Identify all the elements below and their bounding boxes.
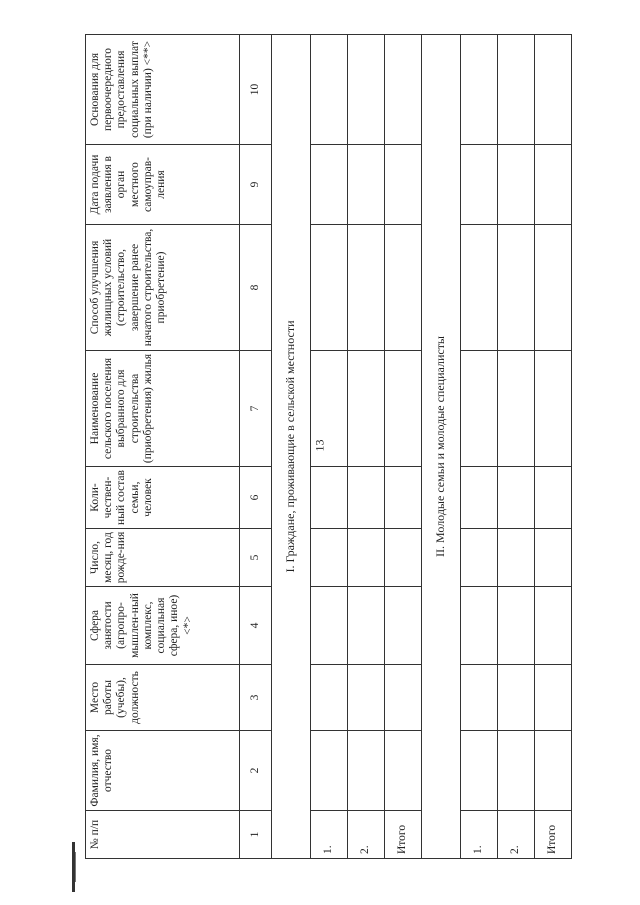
table-cell	[348, 665, 385, 731]
table-cell	[385, 587, 422, 665]
table-cell	[461, 587, 498, 665]
table-cell	[535, 529, 572, 587]
header-cell: Основания для первоочередного предоставления социальных выплат (при наличии) <**>	[86, 35, 240, 145]
rotated-table-wrapper	[85, 35, 565, 859]
section-row	[272, 35, 311, 859]
table-row	[535, 35, 572, 859]
table-cell	[498, 731, 535, 811]
column-number-cell: 5	[240, 529, 272, 587]
table-row	[348, 35, 385, 859]
table-cell	[311, 225, 348, 351]
table-cell	[385, 225, 422, 351]
table-cell	[498, 145, 535, 225]
header-cell: Число, месяц, год рожде-ния	[86, 529, 240, 587]
table-cell	[311, 35, 348, 145]
header-cell: Способ улучшения жилищных условий (строительство, завершение ранее начатого строительства, приобретение)	[86, 225, 240, 351]
table-cell	[461, 35, 498, 145]
table-cell	[385, 529, 422, 587]
table-cell	[535, 665, 572, 731]
table-cell	[348, 351, 385, 467]
column-number-row	[240, 35, 272, 859]
table-cell	[461, 529, 498, 587]
column-number-cell: 2	[240, 731, 272, 811]
row-label: 2.	[348, 811, 385, 859]
table-cell	[311, 351, 348, 467]
table-cell	[535, 587, 572, 665]
table-cell	[385, 351, 422, 467]
table-cell	[535, 351, 572, 467]
column-number-cell: 7	[240, 351, 272, 467]
table-cell	[535, 731, 572, 811]
table-cell	[461, 351, 498, 467]
column-number-cell: 4	[240, 587, 272, 665]
table-cell	[348, 731, 385, 811]
header-cell: Дата подачи заявления в орган местного самоуправ-ления	[86, 145, 240, 225]
row-label: Итого	[535, 811, 572, 859]
table-cell	[311, 467, 348, 529]
section-title: I. Граждане, проживающие в сельской местности	[272, 35, 311, 859]
table-cell	[461, 145, 498, 225]
column-number-cell: 3	[240, 665, 272, 731]
table-stage	[85, 35, 565, 859]
table-cell	[348, 467, 385, 529]
table-cell	[385, 35, 422, 145]
table-row	[461, 35, 498, 859]
table-cell	[385, 665, 422, 731]
table-cell	[385, 145, 422, 225]
column-number-cell: 9	[240, 145, 272, 225]
table-cell	[311, 587, 348, 665]
header-cell: Сфера занятости (агропро-мышлен-ный комплекс, социальная сфера, иное)<*>	[86, 587, 240, 665]
header-cell: Место работы (учебы), должность	[86, 665, 240, 731]
table-cell	[535, 225, 572, 351]
table-cell	[498, 351, 535, 467]
header-cell: № п/п	[86, 811, 240, 859]
table-cell	[498, 467, 535, 529]
table-cell	[311, 529, 348, 587]
table-row	[385, 35, 422, 859]
page-number: 13	[312, 439, 327, 452]
table-cell	[348, 529, 385, 587]
table-cell	[311, 145, 348, 225]
table-cell	[498, 35, 535, 145]
row-label: 1.	[311, 811, 348, 859]
table-cell	[461, 467, 498, 529]
header-cell: Фамилия, имя, отчество	[86, 731, 240, 811]
section-row	[422, 35, 461, 859]
table-cell	[311, 731, 348, 811]
section-title: II. Молодые семьи и молодые специалисты	[422, 35, 461, 859]
table-cell	[498, 225, 535, 351]
column-number-cell: 6	[240, 467, 272, 529]
table-cell	[498, 529, 535, 587]
table-cell	[461, 225, 498, 351]
table-cell	[348, 145, 385, 225]
table-cell	[348, 225, 385, 351]
table-cell	[535, 145, 572, 225]
column-number-cell: 1	[240, 811, 272, 859]
header-row	[86, 35, 240, 859]
table-row	[498, 35, 535, 859]
table-cell	[498, 587, 535, 665]
table-cell	[348, 587, 385, 665]
table-cell	[535, 467, 572, 529]
row-label: 1.	[461, 811, 498, 859]
table-cell	[385, 467, 422, 529]
row-label: Итого	[385, 811, 422, 859]
table-cell	[348, 35, 385, 145]
header-cell: Коли-чествен-ный состав семьи, человек	[86, 467, 240, 529]
column-number-cell: 10	[240, 35, 272, 145]
table-cell	[498, 665, 535, 731]
table-cell	[535, 35, 572, 145]
column-number-cell: 8	[240, 225, 272, 351]
header-cell: Наименование сельского поселения выбранного для строительства (приобретения) жилья	[86, 351, 240, 467]
table-row	[311, 35, 348, 859]
table-cell	[461, 665, 498, 731]
row-label: 2.	[498, 811, 535, 859]
binding-mark-shadow	[75, 852, 76, 882]
table-cell	[461, 731, 498, 811]
applicants-table	[85, 34, 572, 859]
table-cell	[311, 665, 348, 731]
table-cell	[385, 731, 422, 811]
